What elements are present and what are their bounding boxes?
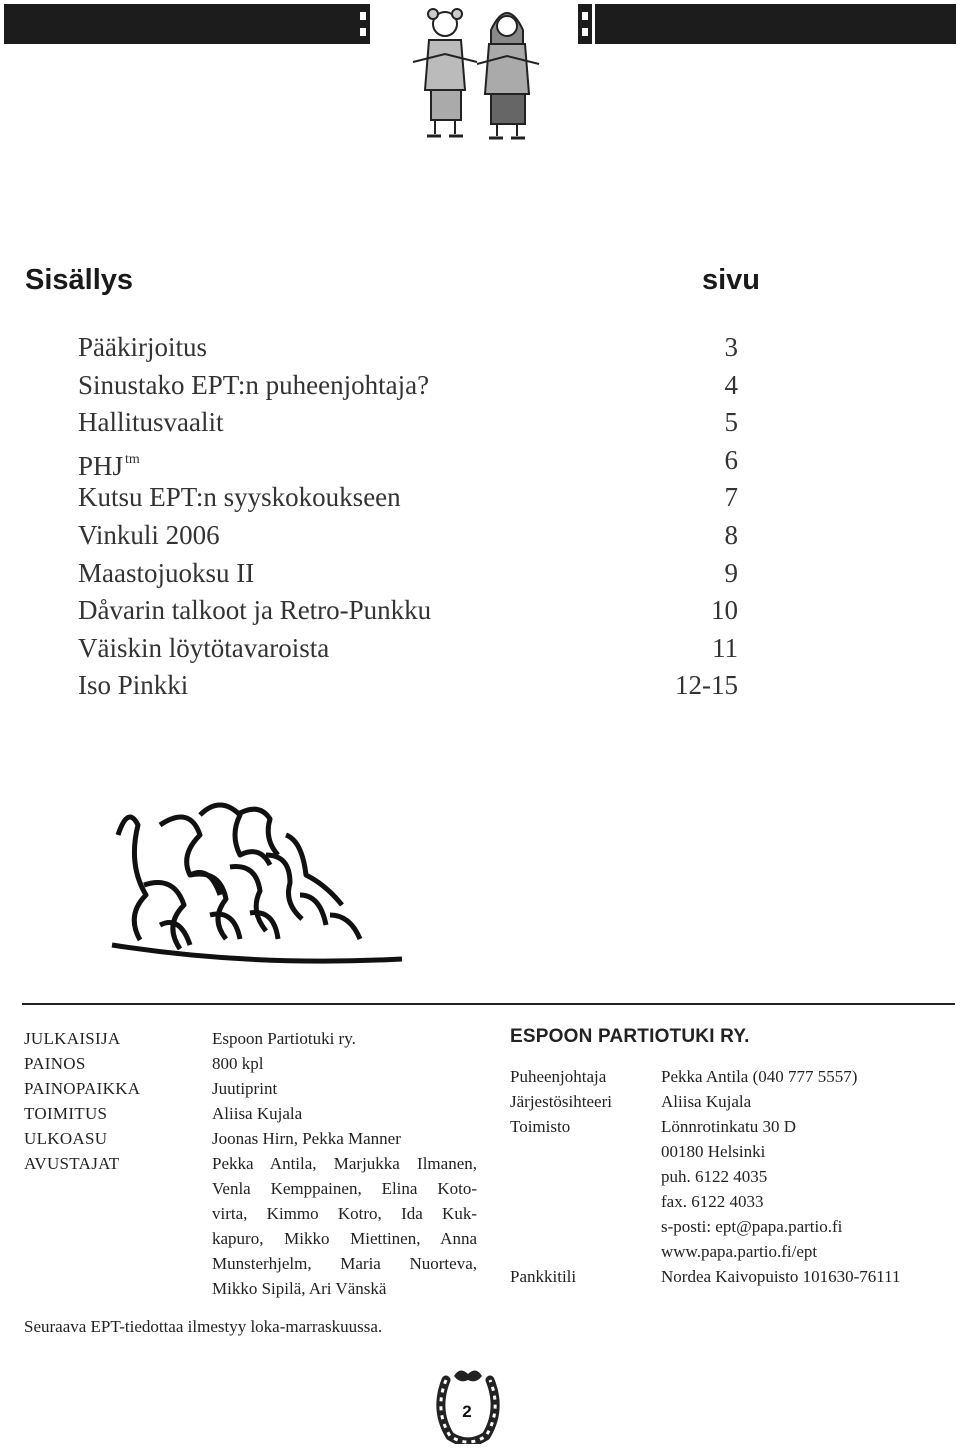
office-website[interactable]: www.papa.partio.fi/ept (661, 1242, 818, 1261)
office-fax: fax. 6122 4033 (661, 1192, 764, 1211)
colophon-label-printer: PAINOPAIKKA (24, 1079, 141, 1098)
colophon-label-editor: TOIMITUS (24, 1104, 108, 1123)
organization-row (510, 1064, 960, 1089)
toc-entry (78, 556, 738, 594)
office-phone: puh. 6122 4035 (661, 1167, 768, 1186)
toc-entry-title: Dåvarin talkoot ja Retro-Punkku (78, 595, 432, 626)
toc-entry-page: 10 (711, 595, 738, 626)
colophon-contributors-line: Munsterhjelm, Maria Nuorteva, (212, 1254, 477, 1273)
organization-row (510, 1114, 960, 1139)
toc-entry-page: 6 (724, 444, 738, 475)
next-issue-note: Seuraava EPT-tiedottaa ilmestyy loka-marraskuussa. (24, 1317, 383, 1336)
organization-info (510, 1024, 960, 1289)
organization-details (510, 1064, 960, 1289)
toc-entry-title: Maastojuoksu II (78, 557, 255, 588)
organization-row (510, 1139, 960, 1164)
office-address: Lönnrotinkatu 30 D (661, 1117, 797, 1136)
toc-entry-title: Pääkirjoitus (78, 332, 207, 362)
organization-name: ESPOON PARTIOTUKI RY. (510, 1026, 750, 1047)
office-label: Toimisto (510, 1117, 571, 1136)
organization-row (510, 1264, 960, 1289)
secretary-value: Aliisa Kujala (661, 1092, 752, 1111)
toc-entry-title: Vinkuli 2006 (78, 519, 220, 550)
page-number-badge (432, 1366, 502, 1444)
toc-entry-title: Väiskin löytötavaroista (78, 632, 330, 663)
toc-entry-title: Iso Pinkki (78, 670, 189, 701)
toc-entry (78, 518, 738, 556)
toc-title: Sisällys (25, 264, 134, 296)
toc-entry-title: Hallitusvaalit (78, 407, 224, 438)
toc-entry (78, 593, 738, 631)
toc-entry-page: 4 (724, 369, 738, 400)
organization-row (510, 1239, 960, 1264)
toc-list (78, 330, 738, 706)
organization-row (510, 1189, 960, 1214)
colophon-label-print-run: PAINOS (24, 1054, 86, 1073)
chair-value: Pekka Antila (040 777 5557) (661, 1067, 858, 1086)
toc-entry (78, 631, 738, 669)
bank-value: Nordea Kaivopuisto 101630-76111 (661, 1267, 901, 1286)
toc-entry-title: Sinustako EPT:n puheenjohtaja? (78, 369, 430, 400)
colophon-layout: Joonas Hirn, Pekka Manner (212, 1129, 401, 1148)
header-band-tick (356, 4, 370, 44)
colophon-publisher: Espoon Partiotuki ry. (212, 1029, 356, 1048)
colophon-editor: Aliisa Kujala (212, 1104, 303, 1123)
toc-entry-title-group (78, 443, 140, 481)
colophon-contributors-line: Mikko Sipilä, Ari Vänskä (212, 1279, 387, 1298)
toc-entry-page: 9 (724, 557, 738, 588)
toc-entry-page: 11 (712, 632, 738, 663)
toc-entry (78, 405, 738, 443)
colophon-labels (24, 1026, 209, 1176)
toc-entry-page: 5 (724, 407, 738, 438)
toc-entry-title: Kutsu EPT:n syyskokoukseen (78, 482, 401, 513)
colophon-label-contributors: AVUSTAJAT (24, 1154, 120, 1173)
header-band-tick (578, 4, 592, 44)
toc-entry (78, 368, 738, 406)
office-postal: 00180 Helsinki (661, 1142, 766, 1161)
toc-entry-title: PHJ (78, 450, 124, 481)
office-email[interactable]: s-posti: ept@papa.partio.fi (661, 1217, 843, 1236)
toc-entry-page: 3 (724, 332, 738, 362)
toc-entry-page: 12-15 (675, 670, 738, 701)
toc-page-column-label: sivu (701, 264, 760, 296)
colophon-contributors-line: Venla Kemppainen, Elina Koto- (212, 1179, 477, 1198)
colophon-print-run: 800 kpl (212, 1054, 264, 1073)
toc-entry-superscript: tm (125, 451, 140, 467)
toc-entry (78, 443, 738, 481)
organization-row (510, 1214, 960, 1239)
chair-label: Puheenjohtaja (510, 1067, 607, 1086)
toc-entry-page: 8 (724, 519, 738, 550)
pine-cone-illustration (100, 795, 420, 985)
colophon-label-publisher: JULKAISIJA (24, 1029, 121, 1048)
organization-row (510, 1089, 960, 1114)
colophon-printer: Juutiprint (212, 1079, 278, 1098)
colophon-contributors-line: Pekka Antila, Marjukka Ilmanen, (212, 1154, 477, 1173)
secretary-label: Järjestösihteeri (510, 1092, 612, 1111)
toc-entry-page: 7 (724, 482, 738, 513)
toc-entry (78, 668, 738, 706)
toc-entry (78, 330, 738, 368)
colophon-values (212, 1026, 477, 1301)
section-divider (22, 1003, 955, 1005)
organization-row (510, 1164, 960, 1189)
header-band-left (4, 4, 359, 44)
page-number: 2 (462, 1402, 472, 1421)
colophon-label-layout: ULKOASU (24, 1129, 108, 1148)
colophon-contributors-line: kapuro, Mikko Miettinen, Anna (212, 1229, 477, 1248)
scouts-illustration (405, 0, 545, 148)
header-band-right (595, 4, 956, 44)
colophon-contributors-line: virta, Kimmo Kotro, Ida Kuk- (212, 1204, 477, 1223)
bank-label: Pankkitili (510, 1267, 577, 1286)
toc-entry (78, 480, 738, 518)
